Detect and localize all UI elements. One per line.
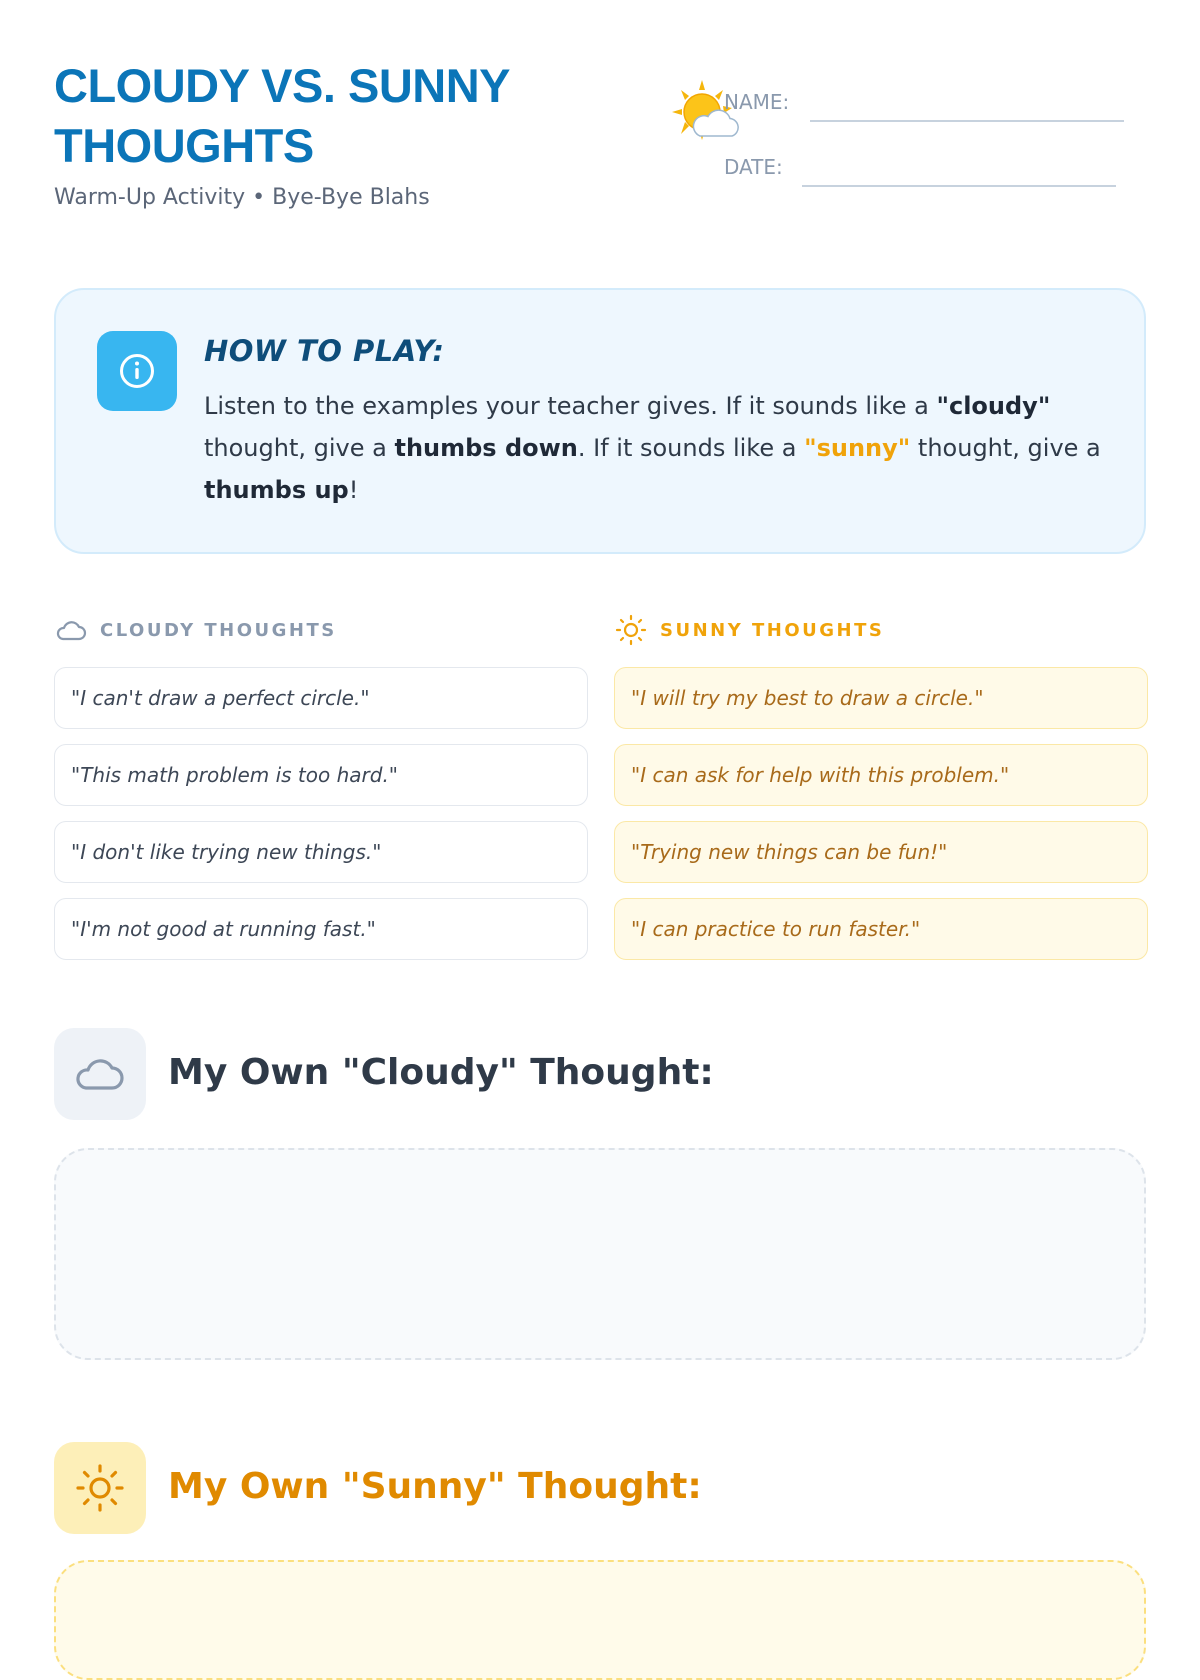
cloudy-thought-answer-box[interactable] [54, 1148, 1146, 1360]
cloudy-thoughts-label: CLOUDY THOUGHTS [100, 619, 337, 641]
sunny-thought-card: "I can practice to run faster." [614, 898, 1148, 960]
cloudy-word: "cloudy" [936, 392, 1051, 420]
cloudy-thought-card: "I'm not good at running fast." [54, 898, 588, 960]
thumbs-down-word: thumbs down [394, 434, 578, 462]
cloudy-thought-card: "I can't draw a perfect circle." [54, 667, 588, 729]
sun-behind-cloud-icon [670, 78, 742, 150]
sunny-thought-card: "I will try my best to draw a circle." [614, 667, 1148, 729]
info-icon [97, 331, 177, 411]
cloudy-thoughts-heading [54, 613, 337, 647]
sunny-thought-card: "I can ask for help with this problem." [614, 744, 1148, 806]
cloud-icon [54, 1028, 146, 1120]
date-field[interactable] [802, 185, 1116, 187]
own-sunny-thought-title: My Own "Sunny" Thought: [168, 1466, 702, 1507]
sun-icon [614, 613, 648, 647]
instruction-text: thought, give a [204, 434, 395, 462]
date-label: DATE: [724, 155, 783, 179]
how-to-play-panel [54, 288, 1146, 554]
own-cloudy-thought-title: My Own "Cloudy" Thought: [168, 1052, 714, 1093]
cloudy-thought-card: "I don't like trying new things." [54, 821, 588, 883]
sunny-thoughts-heading [614, 613, 884, 647]
how-to-play-title: HOW TO PLAY: [204, 334, 445, 368]
cloudy-thought-card: "This math problem is too hard." [54, 744, 588, 806]
sun-icon [54, 1442, 146, 1534]
instruction-text: thought, give a [910, 434, 1101, 462]
name-field[interactable] [810, 120, 1124, 122]
instruction-text: Listen to the examples your teacher gives. If it sounds like a [204, 392, 937, 420]
page-title: CLOUDY VS. SUNNY THOUGHTS [54, 59, 510, 172]
sunny-thought-card: "Trying new things can be fun!" [614, 821, 1148, 883]
thumbs-up-word: thumbs up [204, 476, 349, 504]
page-subtitle: Warm-Up Activity • Bye-Bye Blahs [54, 185, 430, 210]
name-label: NAME: [724, 90, 790, 114]
cloud-icon [54, 613, 88, 647]
sunny-thought-answer-box[interactable] [54, 1560, 1146, 1680]
instruction-text: ! [348, 476, 359, 504]
instruction-text: . If it sounds like a [577, 434, 805, 462]
sunny-word: "sunny" [804, 434, 911, 462]
how-to-play-text [204, 385, 1104, 511]
sunny-thoughts-label: SUNNY THOUGHTS [660, 619, 885, 641]
